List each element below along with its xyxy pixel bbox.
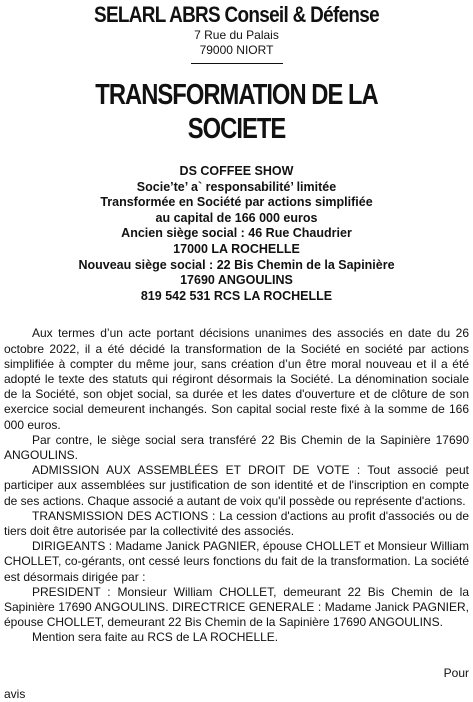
company-block	[4, 164, 469, 304]
body-paragraph: DIRIGEANTS : Madame Janick PAGNIER, épouse CHOLLET et Monsieur William CHOLLET, co-gérants, ont cessé leurs fonctions du fait de la transformation. La société est désormais dirigée par :	[4, 539, 469, 584]
notice-title: TRANSFORMATION DE LA SOCIETE	[95, 79, 378, 145]
company-capital: au capital de 166 000 euros	[155, 210, 318, 225]
company-name: DS COFFEE SHOW	[179, 164, 294, 178]
firm-address-street: 7 Rue du Palais	[194, 28, 279, 42]
company-form: Socie’te’ a` responsabilité’ limitée	[136, 179, 337, 194]
body-paragraph: PRESIDENT : Monsieur William CHOLLET, demeurant 22 Bis Chemin de la Sapinière 17690 ANGOULINS. DIRECTRICE GENERALE : Madame Janick PAGNIER, épouse CHOLLET, demeurant 22 Bis Chemin de la Sapinière 17690 ANGOULINS.	[4, 584, 469, 630]
footer-avis: avis	[4, 686, 26, 701]
company-new-form: Transformée en Société par actions simplifiée	[100, 195, 373, 210]
company-new-office: Nouveau siège social : 22 Bis Chemin de la Sapinière	[78, 257, 395, 272]
body-paragraph: ADMISSION AUX ASSEMBLÉES ET DROIT DE VOTE : Tout associé peut participer aux assemblées sur justification de son identité et de l'inscription en compte de ses actions. Chaque associé a autant de voix qu'il possède ou représente d'actions.	[4, 463, 469, 508]
company-new-office-city: 17690 ANGOULINS	[180, 273, 293, 288]
body-paragraph: TRANSMISSION DES ACTIONS : La cession d'actions au profit d'associés ou de tiers doit être autorisée par la collectivité des associés.	[4, 508, 469, 538]
company-old-office: Ancien siège social : 46 Rue Chaudrier	[121, 226, 352, 241]
body-paragraph: Par contre, le siège social sera transféré 22 Bis Chemin de la Sapinière 17690 ANGOULINS.	[4, 432, 469, 462]
company-old-office-city: 17000 LA ROCHELLE	[173, 241, 300, 256]
footer-pour: Pour	[443, 665, 469, 680]
company-rcs: 819 542 531 RCS LA ROCHELLE	[140, 288, 333, 303]
legal-notice-page	[0, 2, 473, 701]
header-divider	[191, 63, 283, 64]
firm-name: SELARL ABRS Conseil & Défense	[94, 2, 379, 27]
body-paragraph: Mention sera faite au RCS de LA ROCHELLE.	[32, 630, 279, 645]
body-paragraph: Aux termes d’un acte portant décisions unanimes des associés en date du 26 octobre 2022, il a été décidé la transformation de la Société en société par actions simplifiée à compter du même jour, sans création d’un être moral nouveau et il a été adopté le texte des statuts qui régiront désormais la Société. La dénomination sociale de la Société, son objet social, sa durée et les dates d'ouverture et de clôture de son exercice social demeurent inchangés. Son capital social reste fixé à la somme de 166 000 euros.	[4, 326, 469, 432]
firm-address-city: 79000 NIORT	[199, 43, 274, 57]
notice-body	[4, 326, 469, 645]
